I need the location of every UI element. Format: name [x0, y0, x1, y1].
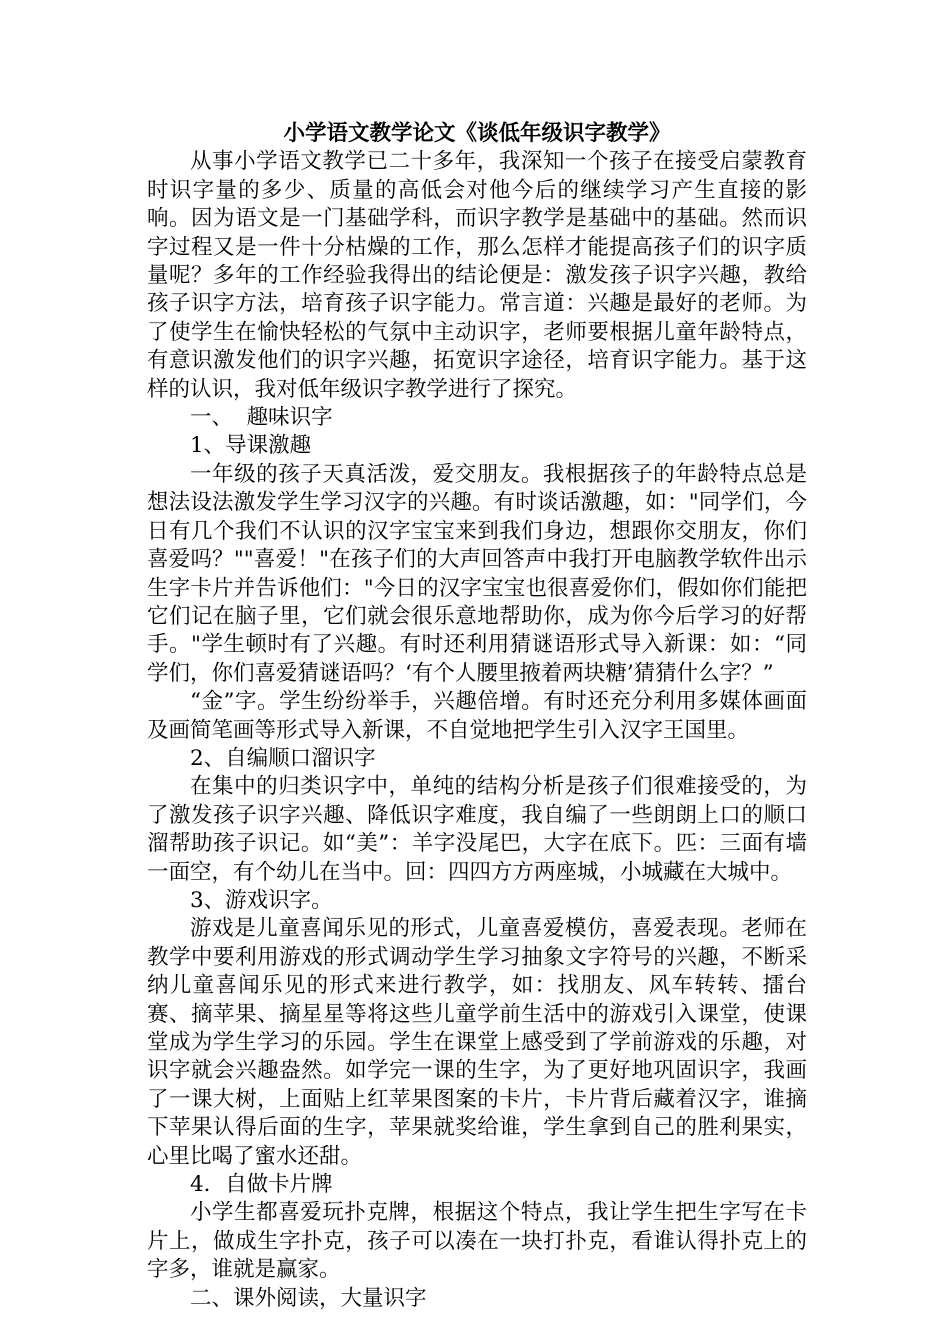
section-heading-1: 一、 趣味识字: [190, 405, 333, 431]
paragraph-1-2: 在集中的归类识字中，单纯的结构分析是孩子们很难接受的，为了激发孩子识字兴趣、降低识字难度，我自编了一些朗朗上口的顺口溜帮助孩子识记。如“美”：羊字没尾巴，大字在底下。匹：三面有墙一面空，有个幼儿在当中。回：四四方方两座城，小城藏在大城中。: [147, 774, 807, 885]
paragraph-1-1: 一年级的孩子天真活泼，爱交朋友。我根据孩子的年龄特点总是想法设法激发学生学习汉字的兴趣。有时谈话激趣，如："同学们，今日有几个我们不认识的汉字宝宝来到我们身边，想跟你交朋友，你们喜爱吗？""喜爱！"在孩子们的大声回答声中我打开电脑教学软件出示生字卡片并告诉他们："今日的汉字宝宝也很喜爱你们，假如你们能把它们记在脑子里，它们就会很乐意地帮助你，成为你今后学习的好帮手。"学生顿时有了兴趣。有时还利用猜谜语形式导入新课：如：“同学们，你们喜爱猜谜语吗？‘有个人腰里掖着两块糖’猜猜什么字？”: [147, 461, 807, 686]
subsection-heading-1-4: 4．自做卡片牌: [190, 1172, 333, 1198]
document-title: 小学语文教学论文《谈低年级识字教学》: [283, 121, 671, 146]
section-heading-2: 二、课外阅读，大量识字: [190, 1285, 427, 1311]
paragraph-1-3: 游戏是儿童喜闻乐见的形式，儿童喜爱模仿，喜爱表现。老师在教学中要利用游戏的形式调动学生学习抽象文字符号的兴趣，不断采纳儿童喜闻乐见的形式来进行教学，如：找朋友、风车转转、擂台赛、摘苹果、摘星星等将这些儿童学前生活中的游戏引入课堂，使课堂成为学生学习的乐园。学生在课堂上感受到了学前游戏的乐趣，对识字就会兴趣盎然。如学完一课的生字，为了更好地巩固识字，我画了一课大树，上面贴上红苹果图案的卡片，卡片背后藏着汉字，谁摘下苹果认得后面的生字，苹果就奖给谁，学生拿到自己的胜利果实，心里比喝了蜜水还甜。: [147, 916, 807, 1169]
paragraph-1-1-continued: “金”字。学生纷纷举手，兴趣倍增。有时还充分利用多媒体画面及画简笔画等形式导入新课，不自觉地把学生引入汉字王国里。: [147, 689, 807, 743]
paragraph-1-4: 小学生都喜爱玩扑克牌，根据这个特点，我让学生把生字写在卡片上，做成生字扑克，孩子可以凑在一块打扑克，看谁认得扑克上的字多，谁就是赢家。: [147, 1200, 807, 1283]
subsection-heading-1-3: 3、游戏识字。: [190, 887, 333, 913]
subsection-heading-1-2: 2、自编顺口溜识字: [190, 745, 376, 771]
document-page: [147, 120, 807, 1313]
subsection-heading-1-1: 1、导课激趣: [190, 433, 312, 459]
document-body: [147, 148, 807, 1313]
paragraph-intro: 从事小学语文教学已二十多年，我深知一个孩子在接受启蒙教育时识字量的多少、质量的高低会对他今后的继续学习产生直接的影响。因为语文是一门基础学科，而识字教学是基础中的基础。然而识字过程又是一件十分枯燥的工作，那么怎样才能提高孩子们的识字质量呢？多年的工作经验我得出的结论便是：激发孩子识字兴趣，教给孩子识字方法，培育孩子识字能力。常言道：兴趣是最好的老师。为了使学生在愉快轻松的气氛中主动识字，老师要根据儿童年龄特点，有意识激发他们的识字兴趣，拓宽识字途径，培育识字能力。基于这样的认识，我对低年级识字教学进行了探究。: [147, 149, 807, 402]
